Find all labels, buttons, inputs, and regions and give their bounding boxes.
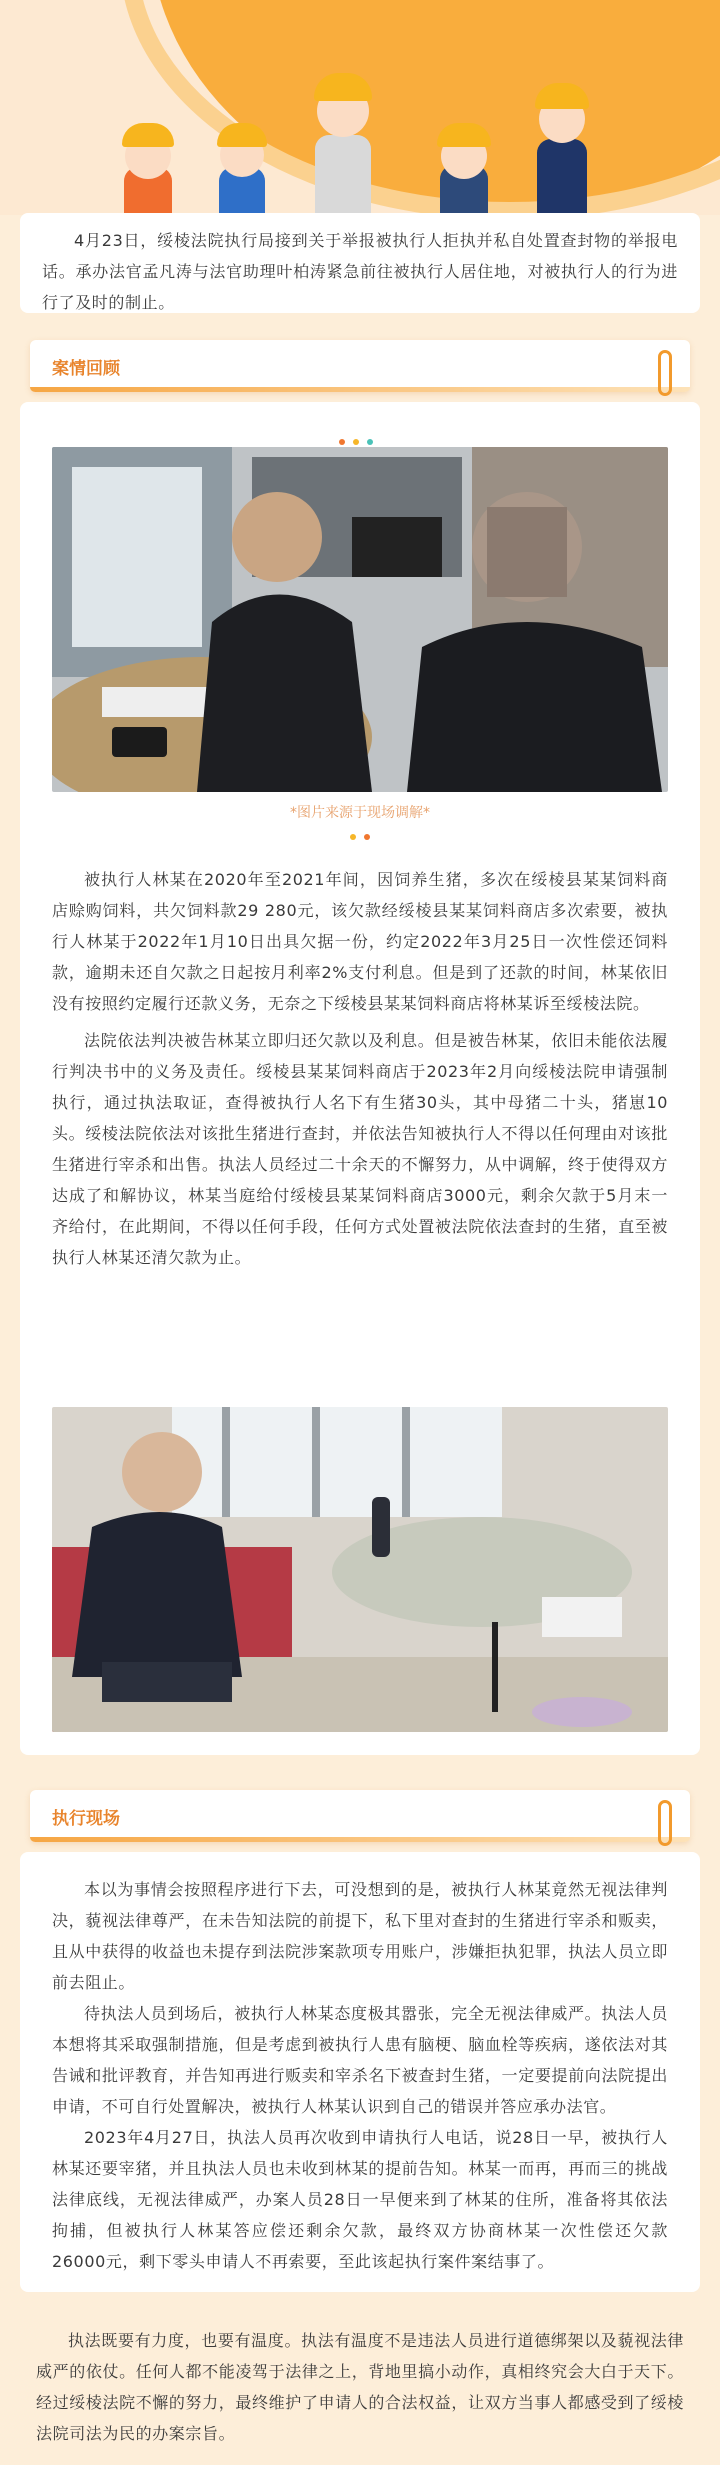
worker-figure-5 xyxy=(530,65,594,215)
section-underline xyxy=(30,1837,690,1842)
header-banner xyxy=(0,0,720,215)
intro-text: 4月23日，绥棱法院执行局接到关于举报被执行人拒执并私自处置查封物的举报电话。承办法官孟凡涛与法官助理叶柏涛紧急前往被执行人居住地，对被执行人的行为进行了及时的制止。 xyxy=(42,231,678,312)
banner-ring xyxy=(120,0,720,215)
hook-icon xyxy=(658,350,672,396)
helmet-icon xyxy=(122,123,174,147)
intro-card xyxy=(20,213,700,313)
paragraph: 待执法人员到场后，被执行人林某态度极其嚣张，完全无视法律威严。执法人员本想将其采取强制措施，但是考虑到被执行人患有脑梗、脑血栓等疾病，遂依法对其告诫和批评教育，并告知再进行贩卖和宰杀名下被查封生猪，一定要提前向法院提出申请，不可自行处置解决，被执行人林某认识到自己的错误并答应承办法官。 xyxy=(52,2004,668,2116)
helmet-icon xyxy=(314,73,372,101)
hook-icon xyxy=(658,1800,672,1846)
section-header-enforcement-scene xyxy=(30,1790,690,1842)
helmet-icon xyxy=(217,123,267,147)
photo-mediation xyxy=(52,447,668,792)
conclusion-text: 执法既要有力度，也要有温度。执法有温度不是违法人员进行道德绑架以及藐视法律威严的依仗。任何人都不能凌驾于法律之上，背地里搞小动作，真相终究会大白于天下。经过绥棱法院不懈的努力，最终维护了申请人的合法权益，让双方当事人都感受到了绥棱法院司法为民的办案宗旨。 xyxy=(36,2331,684,2443)
photo-caption: *图片来源于现场调解* xyxy=(290,805,430,821)
section-card-case-review xyxy=(20,402,700,1755)
caption-dots xyxy=(346,825,374,844)
helmet-icon xyxy=(437,123,491,147)
photo-enforcement-officer xyxy=(52,1407,668,1732)
helmet-icon xyxy=(535,83,589,109)
section-card-enforcement-scene xyxy=(20,1852,700,2292)
case-review-body xyxy=(52,864,668,1273)
section-title: 案情回顾 xyxy=(52,359,120,379)
worker-figure-1 xyxy=(118,105,178,215)
paragraph: 本以为事情会按照程序进行下去，可没想到的是，被执行人林某竟然无视法律判决，藐视法律尊严，在未告知法院的前提下，私下里对查封的生猪进行宰杀和贩卖，且从中获得的收益也未提存到法院涉案款项专用账户，涉嫌拒执犯罪，执法人员立即前去阻止。 xyxy=(52,1880,668,1992)
paragraph: 法院依法判决被告林某立即归还欠款以及利息。但是被告林某，依旧未能依法履行判决书中的义务及责任。绥棱县某某饲料商店于2023年2月向绥棱法院申请强制执行，通过执法取证，查得被执行人名下有生猪30头，其中母猪二十头，猪崽10头。绥棱法院依法对该批生猪进行查封，并依法告知被执行人不得以任何理由对该批生猪进行宰杀和出售。执法人员经过二十余天的不懈努力，从中调解，终于使得双方达成了和解协议，林某当庭给付绥棱县某某饲料商店3000元，剩余欠款于5月末一齐给付，在此期间，不得以任何手段，任何方式处置被法院依法查封的生猪，直至被执行人林某还清欠款为止。 xyxy=(52,1031,668,1267)
conclusion-block xyxy=(36,2325,684,2449)
paragraph: 被执行人林某在2020年至2021年间，因饲养生猪，多次在绥棱县某某饲料商店赊购饲料，共欠饲料款29 280元，该欠款经绥棱县某某饲料商店多次索要，被执行人林某于2022年1月10日出具欠据一份，约定2022年3月25日一次性偿还饲料款，逾期未还自欠款之日起按月利率2%支付利息。但是到了还款的时间，林某依旧没有按照约定履行还款义务，无奈之下绥棱县某某饲料商店将林某诉至绥棱法院。 xyxy=(52,870,668,1013)
section-underline xyxy=(30,387,690,392)
section-title: 执行现场 xyxy=(52,1809,120,1829)
worker-figure-3 xyxy=(308,55,378,215)
worker-figure-2 xyxy=(212,105,272,215)
worker-figure-4 xyxy=(432,105,496,215)
section-header-case-review xyxy=(30,340,690,392)
paragraph: 2023年4月27日，执法人员再次收到申请执行人电话，说28日一早，被执行人林某还要宰猪，并且执法人员也未收到林某的提前告知。林某一而再，再而三的挑战法律底线，无视法律威严，办案人员28日一早便来到了林某的住所，准备将其依法拘捕，但被执行人林某答应偿还剩余欠款，最终双方协商林某一次性偿还欠款26000元，剩下零头申请人不再索要，至此该起执行案件案结事了。 xyxy=(52,2128,668,2271)
